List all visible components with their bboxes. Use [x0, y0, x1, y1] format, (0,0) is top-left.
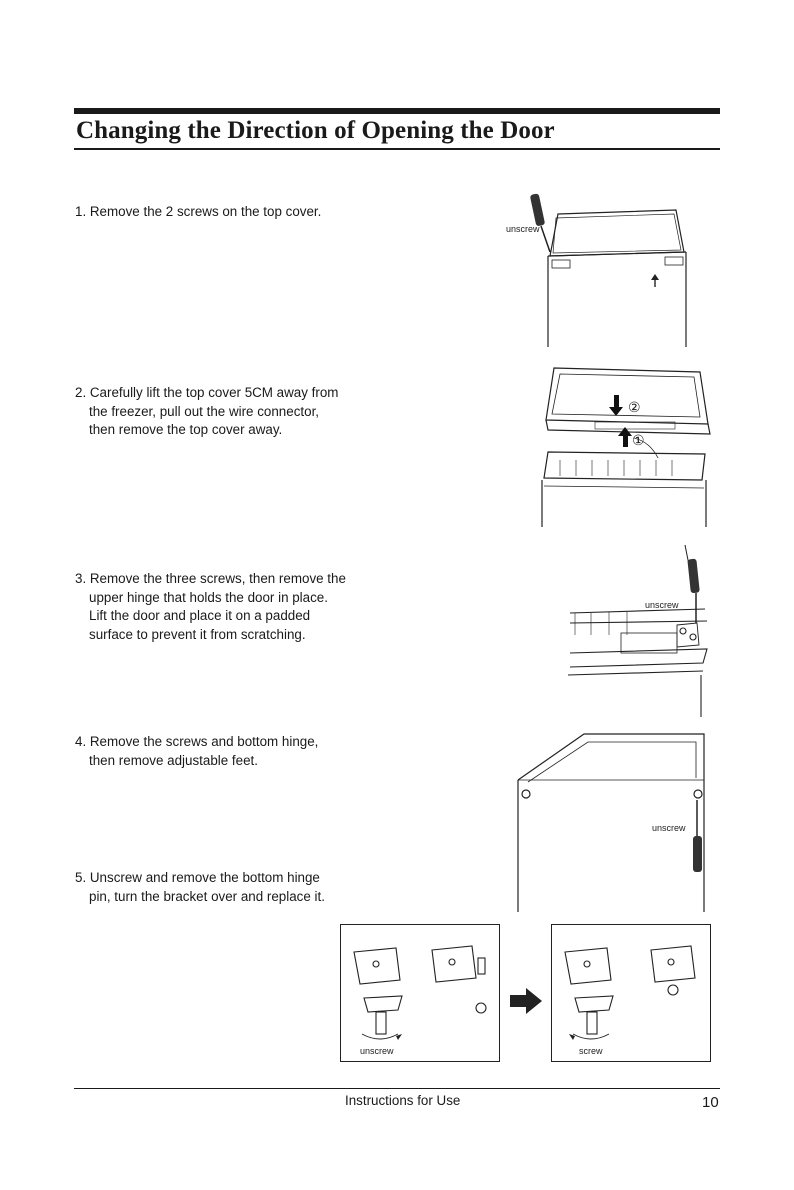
step-2 [75, 384, 338, 440]
title-rule-top [74, 108, 720, 114]
step-2-line-3: then remove the top cover away. [89, 422, 283, 437]
step-3-line-4: surface to prevent it from scratching. [89, 626, 306, 642]
figure-remove-upper-hinge [565, 545, 715, 720]
page-number: 10 [702, 1094, 719, 1111]
step-3-line-2: upper hinge that holds the door in place. [89, 589, 328, 605]
step-1-line-1: 1. Remove the 2 screws on the top cover. [75, 204, 322, 219]
unscrew-label-5: unscrew [360, 1046, 394, 1056]
step-4-line-2: then remove adjustable feet. [89, 752, 258, 768]
figure-bracket-unscrew [340, 924, 500, 1062]
step-3-line-1: 3. Remove the three screws, then remove the [75, 571, 346, 586]
page-title: Changing the Direction of Opening the Door [76, 117, 555, 144]
screw-label: screw [579, 1046, 603, 1056]
screwdriver-icon [530, 193, 550, 252]
figure-remove-top-screws [500, 192, 700, 347]
figure-lift-top-cover [540, 362, 710, 532]
step-2-line-2: the freezer, pull out the wire connector, [89, 403, 320, 419]
step-3-line-3: Lift the door and place it on a padded [89, 608, 311, 623]
step-4 [75, 733, 318, 770]
step-2-line-1: 2. Carefully lift the top cover 5CM away from [75, 385, 339, 400]
step-1 [75, 203, 321, 222]
footer-title: Instructions for Use [345, 1093, 461, 1108]
right-arrow-icon [510, 988, 542, 1014]
step-5-line-2: pin, turn the bracket over and replace it. [89, 888, 325, 904]
unscrew-label-3: unscrew [645, 600, 679, 610]
step-3 [75, 570, 346, 644]
figure-bracket-screw [551, 924, 711, 1062]
figure-remove-bottom-hinge [512, 732, 717, 912]
step-5 [75, 869, 325, 906]
title-rule-bottom [74, 148, 720, 150]
step-mark-1: ① [632, 432, 645, 448]
unscrew-label: unscrew [506, 224, 540, 234]
footer-rule [74, 1088, 720, 1089]
step-5-line-1: 5. Unscrew and remove the bottom hinge [75, 870, 320, 885]
step-mark-2: ② [628, 399, 641, 415]
step-4-line-1: 4. Remove the screws and bottom hinge, [75, 734, 319, 749]
unscrew-label-4: unscrew [652, 823, 686, 833]
